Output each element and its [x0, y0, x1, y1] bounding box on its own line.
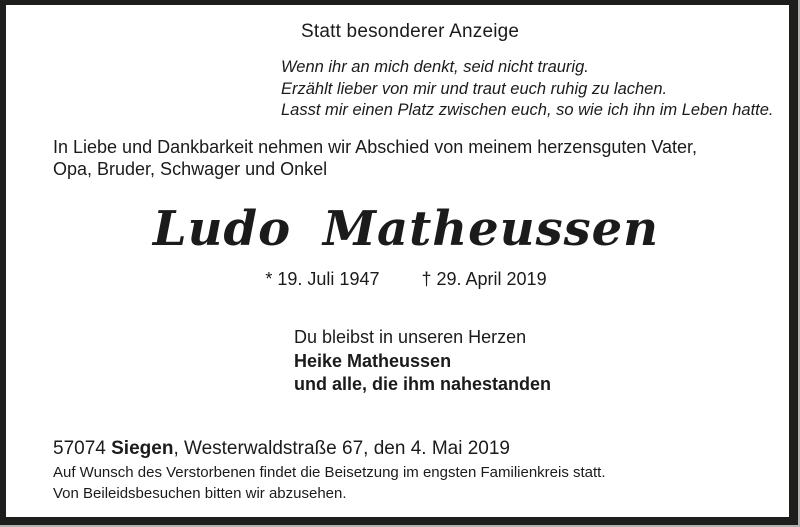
farewell-line: Du bleibst in unseren Herzen [294, 327, 527, 347]
farewell-block [294, 326, 551, 397]
funeral-note: Auf Wunsch des Verstorbenen findet die Beisetzung im engsten Familienkreis statt. [53, 464, 606, 481]
deceased-name: Ludo Matheussen [152, 201, 660, 257]
mourner-name: Heike Matheussen [294, 350, 452, 371]
poem-line: Erzählt lieber von mir und traut euch ruhig zu lachen. [281, 79, 668, 98]
funeral-note: Von Beileidsbesuchen bitten wir abzusehen. [53, 485, 347, 503]
poem-line: Lasst mir einen Platz zwischen euch, so wie ich ihn im Leben hatte. [281, 101, 774, 119]
address-rest: , Westerwaldstraße 67, den 4. Mai 2019 [173, 438, 510, 459]
address-city: Siegen [111, 438, 174, 459]
poem-line: Wenn ihr an mich denkt, seid nicht traurig. [281, 58, 589, 76]
intro-line: In Liebe und Dankbarkeit nehmen wir Abschied von meinem herzensguten Vater, [53, 137, 698, 157]
intro-line: Opa, Bruder, Schwager und Onkel [53, 158, 328, 179]
life-dates [6, 269, 800, 290]
notice-header: Statt besonderer Anzeige [301, 21, 520, 42]
address-date-line [53, 437, 510, 460]
intro-text [53, 137, 697, 180]
birth-date: * 19. Juli 1947 [265, 269, 380, 289]
memorial-poem [281, 57, 774, 122]
address-zip: 57074 [53, 438, 112, 459]
mourners-line: und alle, die ihm nahestanden [294, 374, 552, 395]
death-date: † 29. April 2019 [421, 269, 547, 289]
funeral-notes [53, 462, 606, 505]
